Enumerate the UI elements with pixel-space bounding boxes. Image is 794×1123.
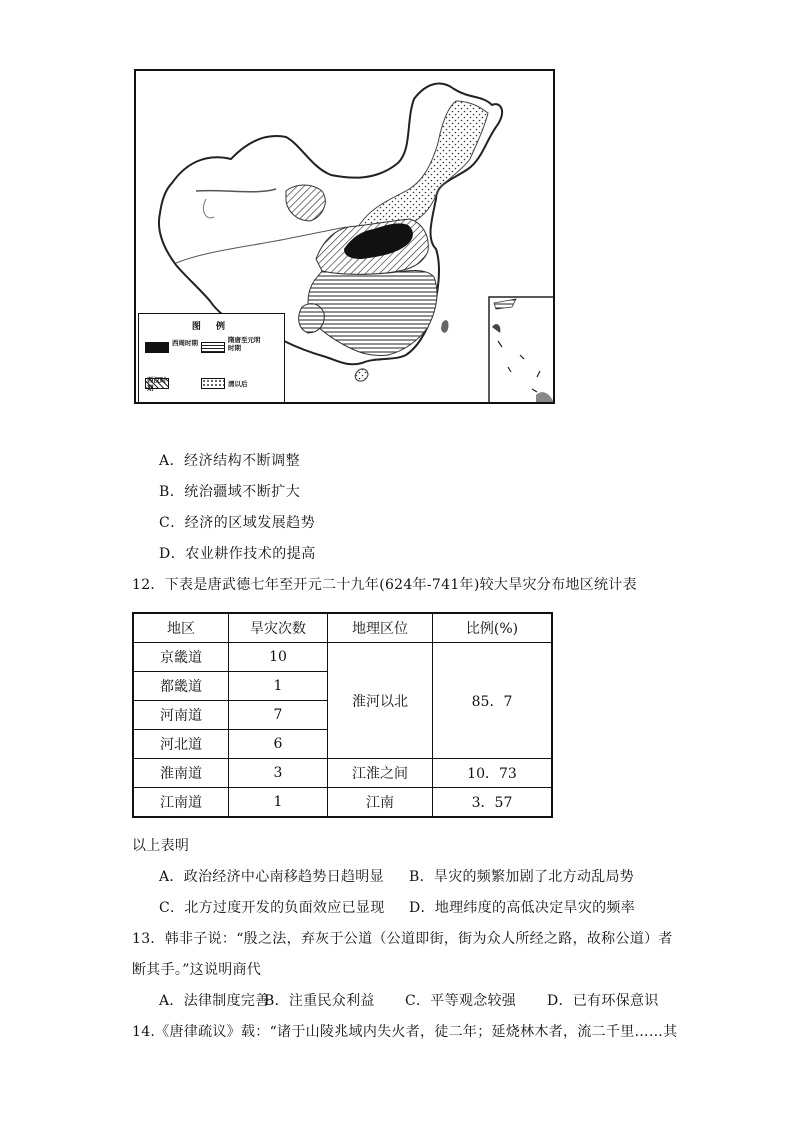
header-region: 地区	[133, 613, 229, 643]
table-row	[133, 788, 552, 818]
header-ratio: 比例(%)	[433, 613, 553, 643]
table-header-row	[133, 613, 552, 643]
cell-count: 6	[229, 730, 328, 759]
q13-option-d: D．已有环保意识	[547, 993, 659, 1009]
q11-option-c: C．经济的区域发展趋势	[159, 515, 316, 531]
cell-zone: 淮河以北	[328, 643, 433, 759]
q12-option-c: C．北方过度开发的负面效应已显现	[159, 900, 385, 916]
cell-zone: 江南	[328, 788, 433, 818]
table-row	[133, 643, 552, 672]
cell-region: 京畿道	[133, 643, 229, 672]
legend-label-xizhou: 西周时期	[172, 339, 198, 347]
cell-ratio: 10．73	[433, 759, 553, 788]
cell-ratio: 3．57	[433, 788, 553, 818]
cell-count: 1	[229, 788, 328, 818]
cell-region: 都畿道	[133, 672, 229, 701]
q13-option-a: A．法律制度完善	[159, 993, 270, 1009]
q13-option-c: C．平等观念较强	[405, 993, 517, 1009]
q12-option-d: D．地理纬度的高低决定旱灾的频率	[409, 900, 636, 916]
q14-stem-line1: 14.《唐律疏议》载：“诸于山陵兆域内失火者，徒二年；延烧林木者，流二千里……其	[132, 1024, 678, 1040]
q13-stem-line1: 13．韩非子说：“殷之法，弃灰于公道（公道即街，街为众人所经之路，故称公道）者	[132, 931, 673, 947]
cell-count: 3	[229, 759, 328, 788]
cell-count: 7	[229, 701, 328, 730]
drought-statistics-table	[132, 612, 553, 818]
q13-stem-line2: 断其手。”这说明商代	[132, 962, 262, 978]
legend-swatch-qing	[201, 378, 225, 389]
q11-option-b: B．统治疆域不断扩大	[159, 484, 301, 500]
cell-count: 10	[229, 643, 328, 672]
cell-region: 江南道	[133, 788, 229, 818]
legend-label-xihan: 西汉时期	[147, 376, 167, 392]
q11-option-d: D．农业耕作技术的提高	[159, 546, 316, 562]
cell-zone: 江淮之间	[328, 759, 433, 788]
legend-label-qing: 清以后	[228, 380, 248, 388]
q12-conclusion: 以上表明	[132, 838, 190, 854]
cell-region: 淮南道	[133, 759, 229, 788]
cell-ratio: 85．7	[433, 643, 553, 759]
legend-label-suitang: 隋唐至元明时期	[228, 336, 261, 352]
cell-count: 1	[229, 672, 328, 701]
table-row	[133, 759, 552, 788]
legend-swatch-xizhou	[145, 342, 169, 353]
cell-region: 河北道	[133, 730, 229, 759]
legend-title: 图 例	[191, 322, 232, 332]
q11-option-a: A．经济结构不断调整	[159, 453, 301, 469]
cell-region: 河南道	[133, 701, 229, 730]
q12-stem: 12．下表是唐武德七年至开元二十九年(624年-741年)较大旱灾分布地区统计表	[132, 577, 637, 593]
legend-swatch-suitang	[201, 342, 225, 353]
q12-option-a: A．政治经济中心南移趋势日趋明显	[159, 869, 384, 885]
header-zone: 地理区位	[328, 613, 433, 643]
header-count: 旱灾次数	[229, 613, 328, 643]
map-legend	[138, 313, 285, 403]
q12-option-b: B．旱灾的频繁加剧了北方动乱局势	[409, 869, 635, 885]
q13-option-b: B．注重民众利益	[264, 993, 375, 1009]
china-map-figure	[134, 69, 555, 404]
